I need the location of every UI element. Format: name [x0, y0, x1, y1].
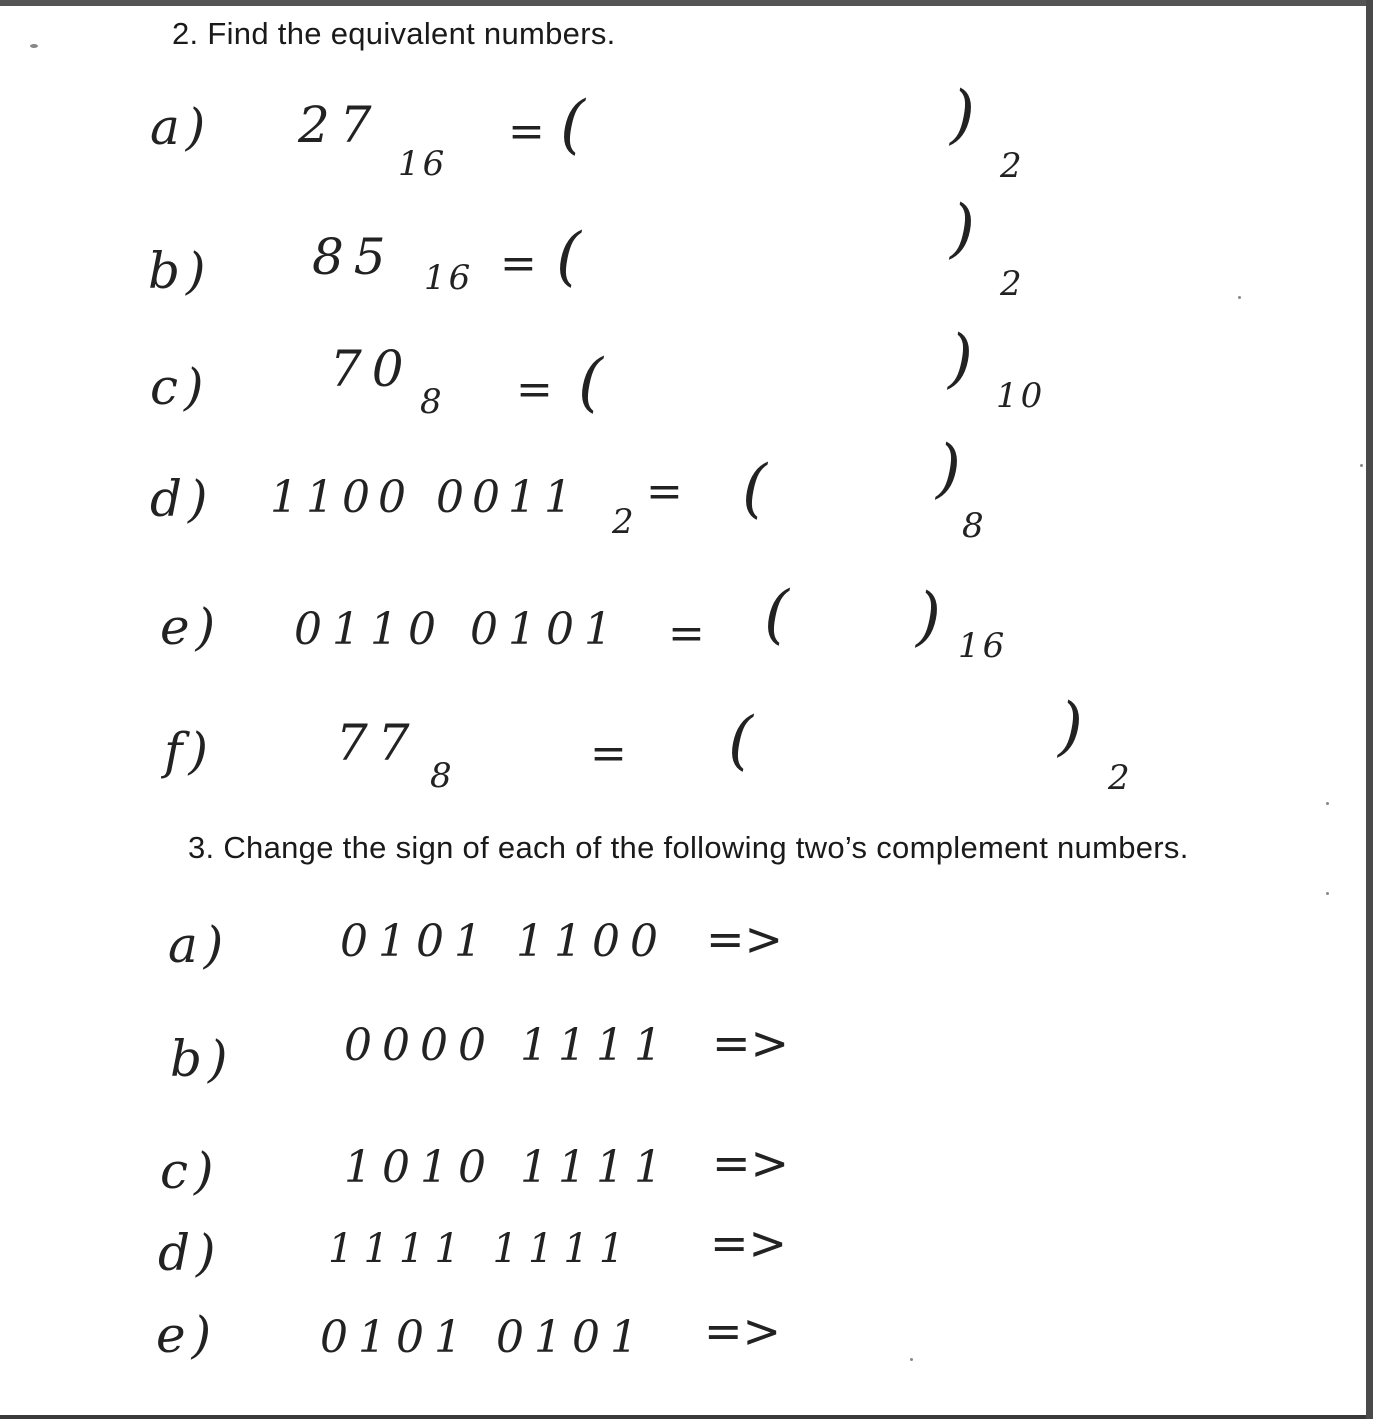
s2-open-paren-d: (	[742, 452, 773, 526]
s3-number-d: 1111 1111	[328, 1226, 635, 1272]
scan-speck	[1326, 802, 1329, 805]
s2-number-a: 27	[298, 96, 382, 154]
s2-target-base-e: 16	[958, 626, 1008, 666]
s2-close-paren-f: )	[1058, 690, 1089, 764]
s2-open-paren-b: (	[556, 220, 587, 294]
s2-equals-f: =	[590, 728, 633, 779]
s3-number-e: 0101 0101	[320, 1312, 648, 1363]
s3-arrow-e: =>	[704, 1304, 782, 1358]
s2-equals-b: =	[500, 238, 543, 289]
section-3-heading: 3. Change the sign of each of the following two’s complement numbers.	[188, 830, 1189, 865]
s2-label-b: b)	[148, 242, 212, 300]
s2-open-paren-e: (	[764, 578, 795, 652]
s2-number-c: 70	[330, 340, 414, 398]
s2-close-paren-d: )	[936, 432, 967, 506]
s2-open-paren-c: (	[578, 346, 609, 420]
s2-close-paren-e: )	[916, 580, 947, 654]
s2-open-paren-f: (	[728, 704, 759, 778]
s2-equals-d: =	[646, 466, 689, 517]
s2-open-paren-a: (	[560, 88, 591, 162]
s2-target-base-f: 2	[1108, 758, 1133, 798]
s2-target-base-b: 2	[1000, 264, 1025, 304]
scan-border-right	[1366, 0, 1373, 1419]
s2-base-c: 8	[420, 382, 445, 422]
s2-close-paren-a: )	[950, 78, 981, 152]
s2-label-e: e)	[160, 598, 222, 656]
s2-close-paren-c: )	[948, 322, 979, 396]
s2-base-a: 16	[398, 144, 448, 184]
s3-number-b: 0000 1111	[344, 1020, 672, 1071]
s2-number-d: 1100 0011	[270, 472, 580, 523]
s2-target-base-a: 2	[1000, 146, 1025, 186]
s2-label-a: a)	[150, 98, 212, 156]
s3-label-b: b)	[170, 1030, 234, 1088]
s3-arrow-a: =>	[706, 912, 784, 966]
s3-number-c: 1010 1111	[344, 1142, 672, 1193]
s3-number-a: 0101 1100	[340, 916, 668, 967]
worksheet-page	[0, 6, 1366, 1415]
s3-label-c: c)	[160, 1142, 220, 1200]
section-2-heading: 2. Find the equivalent numbers.	[172, 16, 616, 51]
s2-number-e: 0110 0101	[294, 604, 622, 655]
s2-target-base-d: 8	[962, 506, 987, 546]
s3-label-e: e)	[156, 1306, 218, 1364]
s3-arrow-d: =>	[710, 1216, 788, 1270]
s2-label-c: c)	[150, 358, 210, 416]
s2-label-d: d)	[150, 470, 214, 528]
s2-equals-e: =	[668, 608, 711, 659]
s3-arrow-b: =>	[712, 1016, 790, 1070]
s2-number-f: 77	[336, 714, 420, 772]
s3-label-d: d)	[158, 1224, 222, 1282]
s2-base-f: 8	[430, 756, 455, 796]
s2-base-d: 2	[612, 502, 637, 542]
s2-base-b: 16	[424, 258, 474, 298]
scan-speck	[30, 44, 38, 48]
s2-equals-c: =	[516, 364, 559, 415]
scan-speck	[1326, 892, 1329, 895]
s2-close-paren-b: )	[950, 192, 981, 266]
s2-equals-a: =	[508, 106, 551, 157]
scan-speck	[1238, 296, 1241, 299]
s2-label-f: f)	[164, 722, 215, 780]
s2-target-base-c: 10	[996, 376, 1046, 416]
scan-speck	[1360, 464, 1363, 467]
s2-number-b: 85	[312, 228, 396, 286]
s3-arrow-c: =>	[712, 1136, 790, 1190]
s3-label-a: a)	[168, 916, 230, 974]
scan-speck	[910, 1358, 913, 1361]
